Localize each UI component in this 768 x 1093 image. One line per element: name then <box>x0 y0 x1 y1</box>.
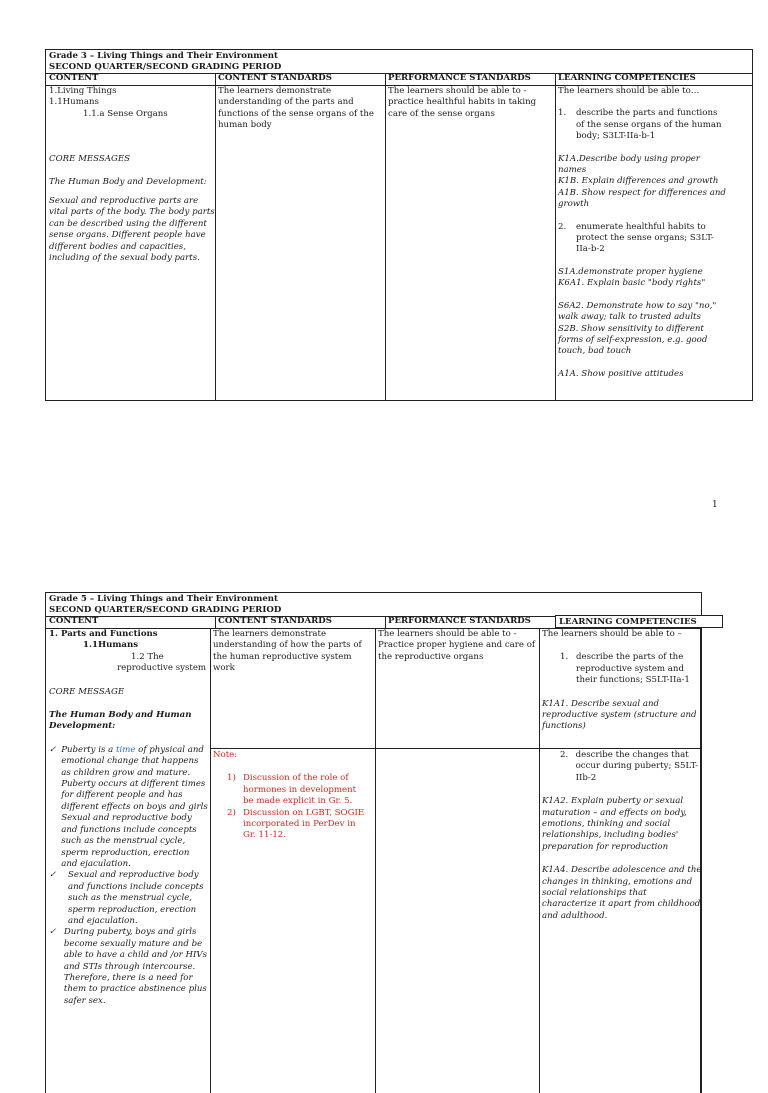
check-icon: ✓ <box>49 870 57 881</box>
competency-item-2: 2. enumerate healthful habits to protect the sense organs; S3LT- IIa-b-2 <box>558 221 714 255</box>
competency-notes-1: K1A1. Describe sexual and reproductive system (structure and functions) <box>542 698 697 732</box>
header-learning-competencies: LEARNING COMPETENCIES <box>558 73 696 83</box>
competency-notes-2: K1A2. Explain puberty or sexual maturation – and effects on body, emotions, thinking and social relationships, including bodies' preparation for reproduction <box>542 796 687 852</box>
table-title: Grade 3 – Living Things and Their Environment <box>49 51 279 61</box>
header-content: CONTENT <box>49 616 99 626</box>
check-icon: ✓ <box>49 927 57 938</box>
competencies-cell-2 <box>539 750 701 1050</box>
content-level-3: 1.1.a Sense Organs <box>83 108 168 119</box>
note-cell <box>210 750 375 870</box>
page-2 <box>0 545 768 1024</box>
header-content-standards: CONTENT STANDARDS <box>218 73 332 83</box>
header-performance-standards: PERFORMANCE STANDARDS <box>388 73 531 83</box>
content-level-2: 1.1Humans <box>49 97 99 108</box>
table-header-row <box>46 73 752 86</box>
competencies-intro: The learners should be able to… <box>558 86 700 96</box>
header-learning-competencies-box <box>555 615 723 628</box>
table-period: SECOND QUARTER/SECOND GRADING PERIOD <box>49 605 282 616</box>
header-learning-competencies: LEARNING COMPETENCIES <box>559 617 697 627</box>
content-standards-cell: The learners demonstrate understanding of the parts and functions of the sense organs of the human body <box>218 86 375 131</box>
competency-notes-2: S1A.demonstrate proper hygiene K6A1. Explain basic "body rights" <box>558 266 706 289</box>
note-label: Note: <box>213 750 238 760</box>
content-level-3a: 1.2 The <box>131 651 164 662</box>
bullet-2: ✓ Sexual and reproductive body and functions include concepts such as the menstrual cycle, sperm reproduction, erection and ejaculation. <box>49 870 204 926</box>
content-standards-cell: The learners demonstrate understanding of how the parts of the human reproductive system work <box>213 629 362 674</box>
table-title-row <box>46 50 752 74</box>
page-number: 1 <box>712 500 718 510</box>
core-messages-heading: CORE MESSAGES <box>49 154 131 165</box>
performance-standards-cell: The learners should be able to - Practice proper hygiene and care of the reproductive organs <box>378 629 536 662</box>
table-title-row <box>46 593 701 617</box>
table-title: Grade 5 – Living Things and Their Environment <box>49 594 279 604</box>
content-level-3b: reproductive system <box>117 663 207 674</box>
competencies-cell <box>539 629 701 747</box>
core-subheading: The Human Body and Development: <box>49 176 207 187</box>
page-1 <box>0 0 768 520</box>
performance-standards-cell: The learners should be able to - practice healthful habits in taking care of the sense organs <box>388 86 537 119</box>
check-icon: ✓ <box>49 744 57 755</box>
header-content: CONTENT <box>49 73 99 83</box>
bullet-3: ✓ During puberty, boys and girls become sexually mature and be able to have a child and /or HIVs and STIs through intercourse. Therefore, there is a need for them to practice abstinence plus safer sex. <box>49 927 207 1006</box>
competencies-intro: The learners should be able to – <box>542 629 682 639</box>
competency-notes-3: K1A4. Describe adolescence and the changes in thinking, emotions and social relationships that characterize it apart from childhood and adulthood. <box>542 865 701 921</box>
competency-item-1: 1. describe the parts of the reproductive system and their functions; S5LT-IIa-1 <box>560 652 690 686</box>
core-paragraph: Sexual and reproductive parts are vital parts of the body. The body parts can be described using the different sense organs. Different people have different bodies and capacities, including of the sexual body parts. <box>49 196 215 264</box>
core-message-heading: CORE MESSAGE <box>49 686 125 697</box>
note-item-1: 1) Discussion of the role of hormones in development be made explicit in Gr. 5. <box>227 773 357 807</box>
content-cell <box>46 629 210 1093</box>
table-period: SECOND QUARTER/SECOND GRADING PERIOD <box>49 62 282 73</box>
bullet-1: ✓ Puberty is a time of physical and emotional change that happens as children grow and mature. Puberty occurs at different times for different people and has different effects on boys and girls Sexual and reproductive body and functions include concepts such as the menstrual cycle, sperm reproduction, erection and ejaculation. <box>49 744 208 869</box>
competency-notes-1: K1A.Describe body using proper names K1B. Explain differences and growth A1B. Show respect for differences and growth <box>558 153 726 210</box>
competency-item-2: 2. describe the changes that occur during puberty; S5LT- IIb-2 <box>560 750 698 783</box>
content-cell <box>46 86 215 396</box>
content-level-1: 1.Living Things <box>49 86 117 96</box>
competency-notes-3: S6A2. Demonstrate how to say "no," walk away; talk to trusted adults S2B. Show sensitivity to different forms of self-expression, e.g. good touch, bad touch <box>558 300 717 357</box>
competency-notes-4: A1A. Show positive attitudes <box>558 368 684 379</box>
competency-item-1: 1. describe the parts and functions of the sense organs of the human body; S3LT-IIa-b-1 <box>558 108 722 142</box>
grade5-table <box>45 592 702 1093</box>
grade3-table <box>45 49 753 401</box>
header-performance-standards: PERFORMANCE STANDARDS <box>388 616 531 626</box>
core-subheading: The Human Body and Human Development: <box>49 710 192 732</box>
content-level-2: 1.1Humans <box>83 640 139 651</box>
header-content-standards: CONTENT STANDARDS <box>218 616 332 626</box>
competencies-cell <box>555 86 752 398</box>
note-item-2: 2) Discussion on LGBT, SOGIE incorporated in PerDev in Gr. 11-12. <box>227 807 365 841</box>
content-level-1: 1. Parts and Functions <box>49 629 158 639</box>
